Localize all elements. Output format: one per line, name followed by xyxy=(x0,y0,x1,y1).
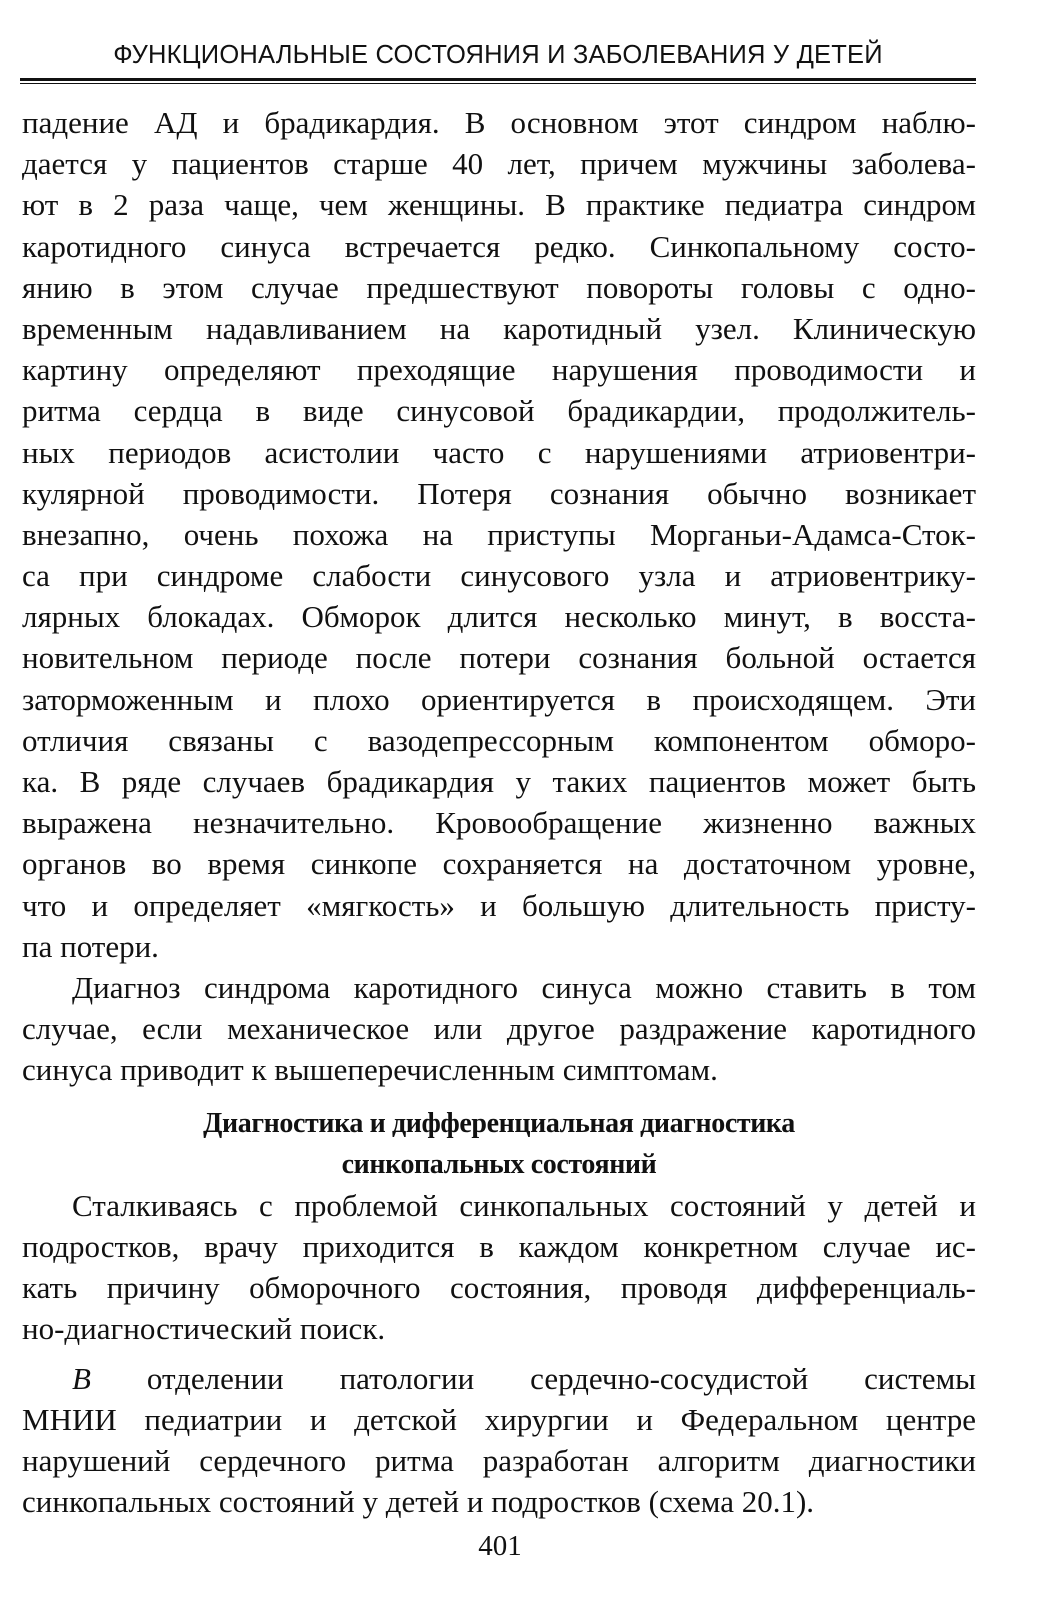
paragraph-diagnosis xyxy=(22,967,976,1091)
text-line: Диагноз синдрома каротидного синуса можно ставить в том xyxy=(72,969,976,1005)
text-line: внезапно, очень похожа на приступы Морганьи-Адамса-Сток- xyxy=(22,516,976,552)
spacer xyxy=(22,1350,976,1358)
spacer xyxy=(22,1091,976,1103)
header-rule-thin xyxy=(20,83,976,84)
text-line-rest: отделении патологии сердечно-сосудистой системы xyxy=(146,1360,977,1396)
text-line: синуса приводит к вышеперечисленным симптомам. xyxy=(22,1052,718,1088)
text-line: новительном периоде после потери сознания больной остается xyxy=(22,640,976,676)
text-line: лярных блокадах. Обморок длится несколько минут, в восста- xyxy=(22,599,976,635)
text-line: но-диагностический поиск. xyxy=(22,1311,386,1347)
page-number: 401 xyxy=(478,1530,522,1562)
text-line: кулярной проводимости. Потеря сознания обычно возникает xyxy=(22,475,976,511)
text-line: Сталкиваясь с проблемой синкопальных состояний у детей и xyxy=(72,1187,976,1223)
running-head: ФУНКЦИОНАЛЬНЫЕ СОСТОЯНИЯ И ЗАБОЛЕВАНИЯ У ДЕТЕЙ xyxy=(113,41,883,69)
text-line: ных периодов асистолии часто с нарушениями атриовентри- xyxy=(22,434,976,470)
text-line: дается у пациентов старше 40 лет, причем мужчины заболева- xyxy=(22,146,976,182)
text-line: подростков, врачу приходится в каждом конкретном случае ис- xyxy=(22,1229,976,1265)
text-line: картину определяют преходящие нарушения проводимости и xyxy=(22,352,976,388)
section-heading xyxy=(22,1103,976,1185)
text-line: синкопальных состояний у детей и подростков (схема 20.1). xyxy=(22,1484,815,1520)
body-text xyxy=(22,102,976,1522)
text-line: временным надавливанием на каротидный узел. Клиническую xyxy=(22,310,976,346)
text-line: заторможенным и плохо ориентируется в происходящем. Эти xyxy=(22,681,976,717)
text-line: что и определяет «мягкость» и большую длительность присту- xyxy=(22,887,976,923)
paragraph-algorithm xyxy=(22,1358,976,1523)
section-heading-line: синкопальных состояний xyxy=(341,1148,657,1180)
text-line: кать причину обморочного состояния, проводя дифференциаль- xyxy=(22,1270,976,1306)
section-heading-line: Диагностика и дифференциальная диагностика xyxy=(203,1107,795,1139)
text-line: органов во время синкопе сохраняется на достаточном уровне, xyxy=(22,846,976,882)
text-line: ка. В ряде случаев брадикардия у таких пациентов может быть xyxy=(22,764,976,799)
italic-word: В xyxy=(72,1360,91,1396)
text-line: са при синдроме слабости синусового узла и атриовентрику- xyxy=(22,558,976,594)
text-line: нарушений сердечного ритма разработан алгоритм диагностики xyxy=(22,1443,976,1478)
text-line: случае, если механическое или другое раздражение каротидного xyxy=(22,1011,976,1047)
text-line: падение АД и брадикардия. В основном этот синдром наблю- xyxy=(22,105,976,140)
text-line: янию в этом случае предшествуют повороты головы с одно- xyxy=(22,269,976,305)
text-line: каротидного синуса встречается редко. Синкопальному состо- xyxy=(22,228,976,264)
paragraph-approach xyxy=(22,1185,976,1350)
text-line: ют в 2 раза чаще, чем женщины. В практике педиатра синдром xyxy=(22,187,976,223)
text-line: па потери. xyxy=(22,928,159,964)
text-line: ритма сердца в виде синусовой брадикардии, продолжитель- xyxy=(22,393,976,429)
paragraph-carotid-sinus xyxy=(22,102,976,967)
text-line: МНИИ педиатрии и детской хирургии и Федеральном центре xyxy=(22,1401,976,1437)
header-rule-thick xyxy=(20,78,976,81)
text-line xyxy=(22,1358,976,1399)
text-line: выражена незначительно. Кровообращение жизненно важных xyxy=(22,805,976,841)
text-line: отличия связаны с вазодепрессорным компонентом обморо- xyxy=(22,722,976,758)
